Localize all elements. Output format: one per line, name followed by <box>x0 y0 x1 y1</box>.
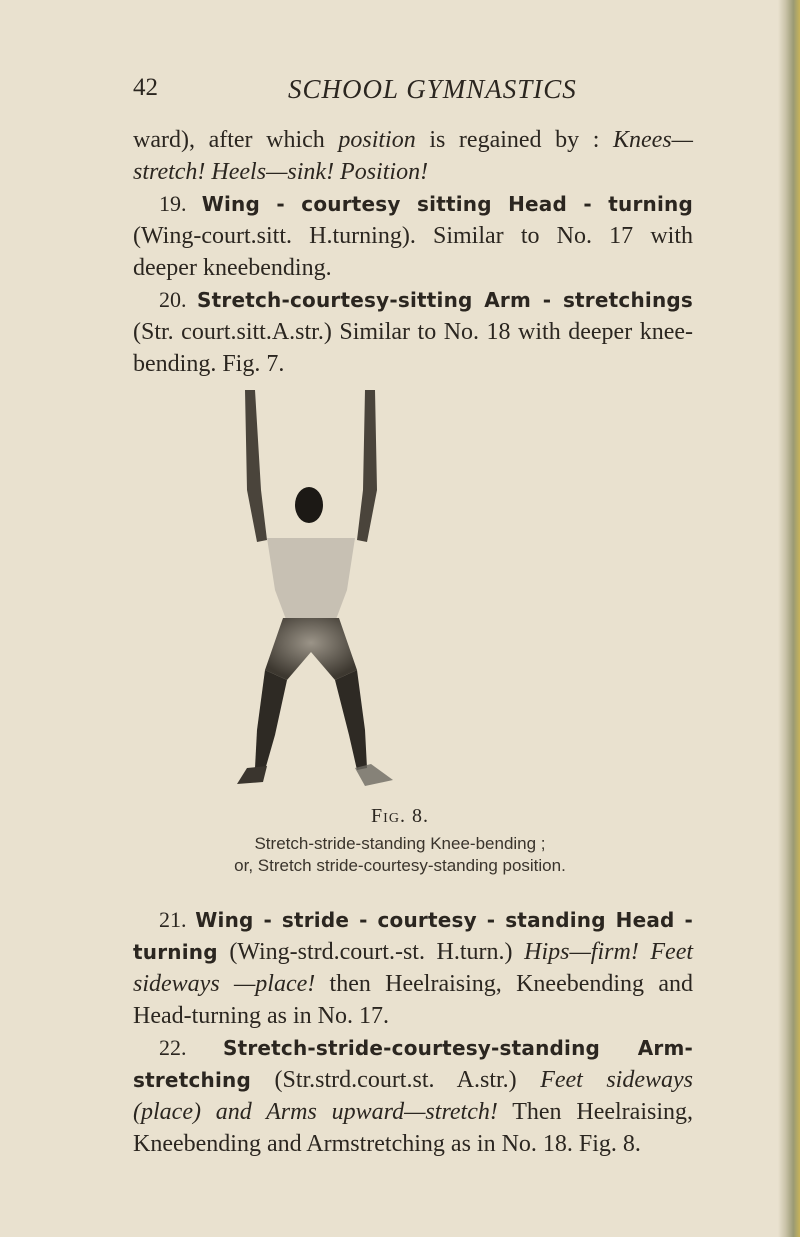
gymnast-illustration <box>215 390 635 800</box>
paragraph-continuation <box>133 124 693 188</box>
torso <box>267 538 355 622</box>
page-edge-shadow <box>778 0 800 1237</box>
exercise-heading: Stretch-courtesy-sitting Arm - stretchings <box>197 288 693 312</box>
exercise-20 <box>133 284 693 380</box>
command-italic: Hips—firm! Feet sideways —place! <box>133 939 694 997</box>
right-foot <box>355 764 393 786</box>
exercise-21 <box>133 904 693 1032</box>
right-arm <box>357 390 377 542</box>
figure-caption-line-1: Stretch-stride-standing Knee-bending ; <box>254 834 546 853</box>
running-title: SCHOOL GYMNASTICS <box>288 74 577 104</box>
exercise-body: (Wing-court.sitt. H.turning). Similar to No. 17 with deeper kneebending. <box>133 223 693 281</box>
exercise-19 <box>133 188 693 284</box>
command-italic: Knees—stretch! Heels—sink! Position! <box>133 127 693 185</box>
exercise-number: 20. <box>159 287 187 312</box>
exercise-body: Then Heelraising, Kneebending and Armstretching as in No. 18. Fig. 8. <box>133 1099 693 1157</box>
page-header <box>0 66 800 116</box>
command-italic: Feet sideways (place) and Arms upward—stretch! <box>133 1067 693 1125</box>
page-number: 42 <box>133 74 158 101</box>
exercise-number: 22. <box>159 1035 187 1060</box>
shorts <box>265 618 357 680</box>
exercise-body: (Wing-strd.court.-st. H.turn.) <box>229 939 525 965</box>
exercise-22 <box>133 1032 693 1160</box>
left-leg <box>255 670 287 770</box>
left-arm <box>245 390 267 542</box>
figure-caption-line-2: or, Stretch stride-courtesy-standing position. <box>234 856 566 875</box>
exercise-body: (Str. court.sitt.A.str.) Similar to No. 18 with deeper knee-bending. Fig. 7. <box>133 319 693 377</box>
exercise-heading: Wing - courtesy sitting Head - turning <box>201 192 694 216</box>
head <box>295 487 323 523</box>
right-leg <box>335 670 367 770</box>
figure-label: Fig. 8. <box>371 805 429 827</box>
exercise-body: then Heelraising, Kneebending and Head-turning as in No. 17. <box>133 971 693 1029</box>
exercise-number: 21. <box>159 907 187 932</box>
exercise-heading: Stretch-stride-courtesy-standing Arm-stretching <box>133 1036 693 1092</box>
left-foot <box>237 766 267 784</box>
text-run: ward), after which <box>133 127 339 153</box>
exercise-heading: Wing - stride - courtesy - standing Head - turning <box>133 908 693 964</box>
exercise-body: (Str.strd.court.st. A.str.) <box>274 1067 541 1093</box>
text-run: is regained by : <box>415 127 613 153</box>
text-run-italic: position <box>338 127 416 153</box>
exercise-number: 19. <box>159 191 187 216</box>
